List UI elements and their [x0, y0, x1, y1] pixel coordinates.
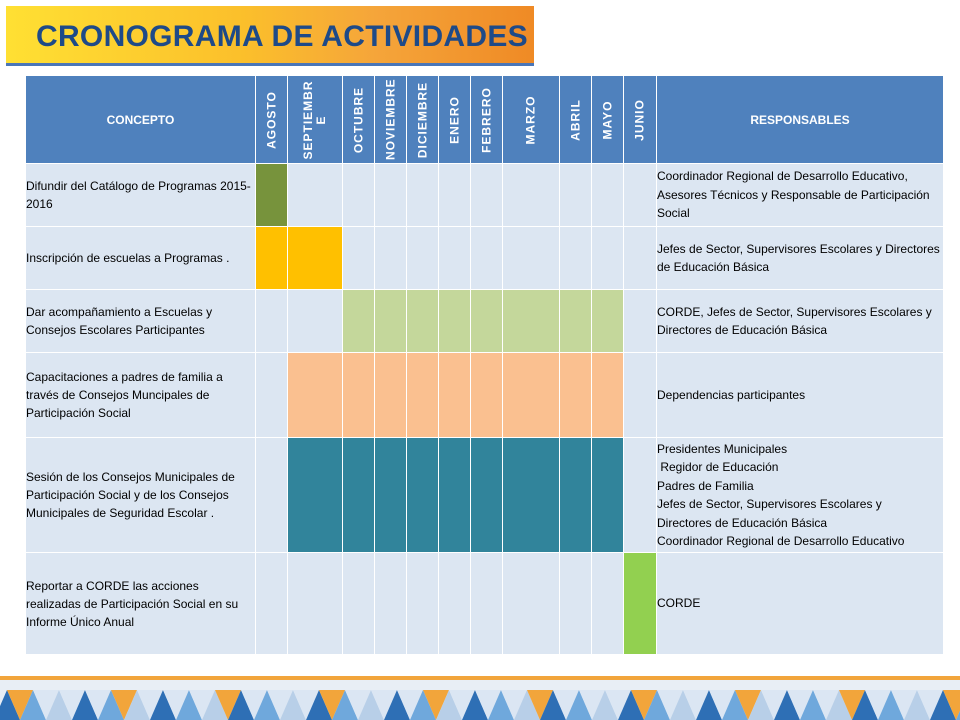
month-label-octubre: OCTUBRE: [351, 86, 365, 153]
month-label-agosto: AGOSTO: [264, 90, 278, 149]
active-month-cell: [343, 290, 375, 353]
responsible-cell: Coordinador Regional de Desarrollo Educativo, Asesores Técnicos y Responsable de Participación Social: [657, 164, 944, 227]
active-month-cell: [471, 290, 503, 353]
month-label-septiembre: SEPTIEMBR E: [301, 80, 328, 160]
active-month-cell: [439, 290, 471, 353]
month-label-febrero: FEBRERO: [479, 86, 493, 153]
month-cell: [471, 553, 503, 655]
responsible-line: Presidentes Municipales: [657, 441, 788, 456]
active-month-cell: [592, 290, 624, 353]
responsible-cell: Jefes de Sector, Supervisores Escolares y Directores de Educación Básica: [657, 227, 944, 290]
month-header: [343, 76, 375, 164]
month-header: [560, 76, 592, 164]
active-month-cell: [503, 438, 560, 553]
responsible-cell: CORDE, Jefes de Sector, Supervisores Escolares y Directores de Educación Básica: [657, 290, 944, 353]
active-month-cell: [592, 438, 624, 553]
month-cell: [624, 227, 657, 290]
month-cell: [288, 164, 343, 227]
responsible-header: RESPONSABLES: [657, 76, 944, 164]
month-label-marzo: MARZO: [523, 95, 538, 144]
month-cell: [503, 227, 560, 290]
active-month-cell: [471, 438, 503, 553]
month-cell: [256, 290, 288, 353]
month-cell: [375, 227, 407, 290]
month-cell: [624, 353, 657, 438]
month-cell: [256, 353, 288, 438]
month-cell: [343, 164, 375, 227]
concept-header: CONCEPTO: [26, 76, 256, 164]
month-cell: [288, 290, 343, 353]
concept-cell: Inscripción de escuelas a Programas .: [26, 227, 256, 290]
active-month-cell: [343, 438, 375, 553]
responsible-line: Regidor de Educación: [657, 460, 779, 474]
table-row: [26, 227, 944, 290]
month-cell: [592, 553, 624, 655]
active-month-cell: [288, 227, 343, 290]
month-cell: [343, 227, 375, 290]
responsible-cell: CORDE: [657, 553, 944, 655]
month-label-noviembre: NOVIEMBRE: [383, 77, 397, 160]
month-cell: [439, 227, 471, 290]
active-month-cell: [288, 438, 343, 553]
month-cell: [503, 553, 560, 655]
active-month-cell: [471, 353, 503, 438]
month-header: [439, 76, 471, 164]
month-label-mayo: MAYO: [600, 100, 614, 139]
month-cell: [560, 164, 592, 227]
month-cell: [503, 164, 560, 227]
month-cell: [560, 553, 592, 655]
month-cell: [560, 227, 592, 290]
header-row: [26, 76, 944, 164]
table-row: [26, 553, 944, 655]
page-title: CRONOGRAMA DE ACTIVIDADES: [36, 20, 528, 53]
active-month-cell: [343, 353, 375, 438]
active-month-cell: [375, 290, 407, 353]
month-cell: [256, 438, 288, 553]
month-cell: [343, 553, 375, 655]
month-header: [375, 76, 407, 164]
month-header: [407, 76, 439, 164]
month-header: [471, 76, 503, 164]
responsible-line: Jefes de Sector, Supervisores Escolares y: [657, 497, 882, 511]
responsible-line: Padres de Familia: [657, 478, 754, 493]
table-row: [26, 438, 944, 553]
responsible-line: Directores de Educación Básica: [657, 515, 828, 530]
active-month-cell: [503, 290, 560, 353]
active-month-cell: [407, 290, 439, 353]
active-month-cell: [624, 553, 657, 655]
active-month-cell: [560, 438, 592, 553]
month-label-diciembre: DICIEMBRE: [415, 81, 429, 158]
month-header: [624, 76, 657, 164]
month-cell: [256, 553, 288, 655]
responsible-cell: Dependencias participantes: [657, 353, 944, 438]
concept-cell: Sesión de los Consejos Municipales de Participación Social y de los Consejos Municipales de Seguridad Escolar .: [26, 438, 256, 553]
active-month-cell: [407, 353, 439, 438]
active-month-cell: [503, 353, 560, 438]
month-cell: [288, 553, 343, 655]
active-month-cell: [592, 353, 624, 438]
table-row: [26, 353, 944, 438]
month-cell: [592, 164, 624, 227]
month-cell: [439, 164, 471, 227]
month-cell: [407, 227, 439, 290]
title-banner: [6, 6, 534, 66]
month-cell: [375, 164, 407, 227]
month-cell: [592, 227, 624, 290]
active-month-cell: [256, 227, 288, 290]
month-header: [288, 76, 343, 164]
active-month-cell: [407, 438, 439, 553]
month-cell: [624, 290, 657, 353]
concept-cell: Difundir del Catálogo de Programas 2015- 2016: [26, 164, 256, 227]
active-month-cell: [288, 353, 343, 438]
month-label-junio: JUNIO: [632, 98, 647, 141]
responsible-cell: [657, 438, 944, 553]
month-cell: [407, 164, 439, 227]
active-month-cell: [256, 164, 288, 227]
active-month-cell: [560, 290, 592, 353]
decorative-footer-pattern: [0, 680, 960, 720]
active-month-cell: [560, 353, 592, 438]
concept-cell: Capacitaciones a padres de familia a través de Consejos Muncipales de Participación Social: [26, 353, 256, 438]
month-header: [256, 76, 288, 164]
concept-cell: Reportar a CORDE las acciones realizadas de Participación Social en su Informe Único Anual: [26, 553, 256, 655]
month-cell: [471, 164, 503, 227]
month-label-enero: ENERO: [447, 95, 461, 144]
active-month-cell: [439, 438, 471, 553]
table-row: [26, 164, 944, 227]
month-cell: [624, 438, 657, 553]
schedule-table: [25, 75, 944, 655]
month-cell: [439, 553, 471, 655]
active-month-cell: [375, 353, 407, 438]
month-cell: [407, 553, 439, 655]
month-cell: [624, 164, 657, 227]
concept-cell: Dar acompañamiento a Escuelas y Consejos Escolares Participantes: [26, 290, 256, 353]
active-month-cell: [375, 438, 407, 553]
month-label-abril: ABRIL: [568, 98, 582, 141]
active-month-cell: [439, 353, 471, 438]
footer-pattern-graphic: [0, 680, 960, 720]
month-cell: [375, 553, 407, 655]
responsible-line: Coordinador Regional de Desarrollo Educativo: [657, 534, 905, 548]
month-header: [592, 76, 624, 164]
table-row: [26, 290, 944, 353]
month-cell: [471, 227, 503, 290]
month-header: [503, 76, 560, 164]
